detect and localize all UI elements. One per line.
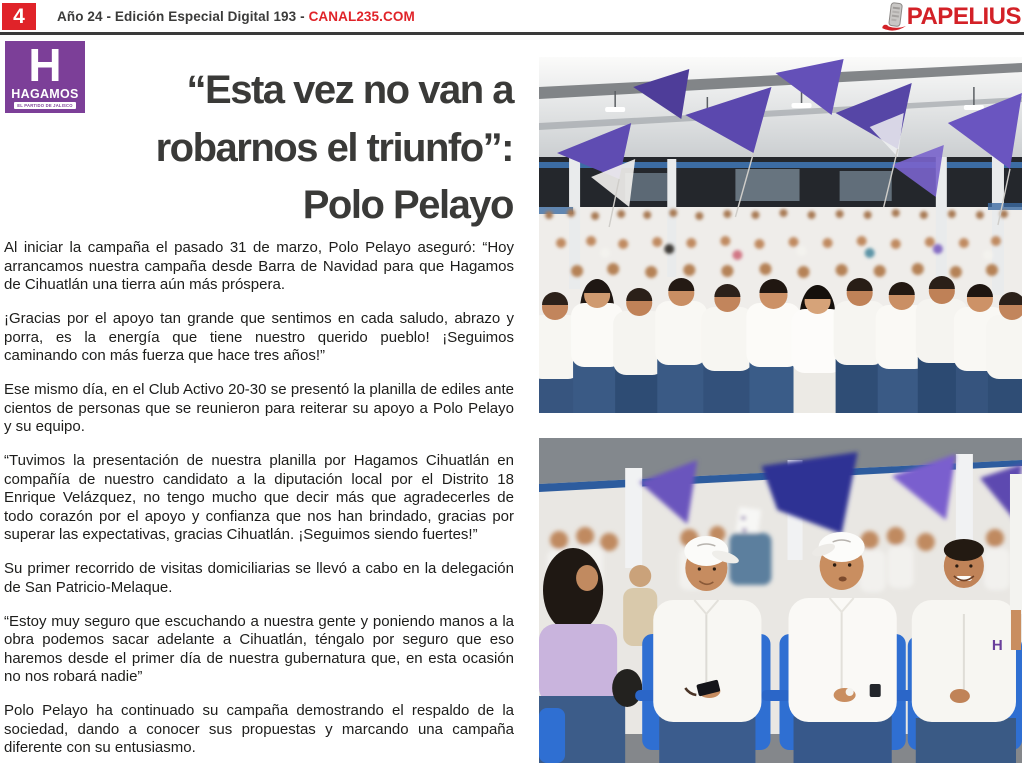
- party-logo-name: HAGAMOS: [11, 87, 79, 101]
- site-link[interactable]: CANAL235.COM: [308, 9, 415, 24]
- header-divider: [0, 32, 1024, 35]
- edition-label: Año 24 - Edición Especial Digital 193 -: [57, 9, 309, 24]
- rolled-newspaper-icon: [881, 2, 907, 32]
- page-number-badge: 4: [2, 3, 36, 30]
- paragraph: Su primer recorrido de visitas domiciliarias se llevó a cabo en la delegación de San Patricio-Melaque.: [4, 560, 514, 596]
- party-logo: [5, 41, 85, 113]
- paragraph: Polo Pelayo ha continuado su campaña demostrando el respaldo de la sociedad, dando a conocer sus propuestas y marcando una campaña diferente con su entusiasmo.: [4, 702, 514, 756]
- headline-line: robarnos el triunfo”:: [155, 125, 513, 170]
- paragraph: “Estoy muy seguro que escuchando a nuestra gente y poniendo manos a la obra podemos sacar adelante a Cihuatlán, téngalo por seguro que eso haremos desde el primer día de nuestra gubernatura que, en esta ocasión no nos robará nadie”: [4, 612, 514, 685]
- headline-line: Polo Pelayo: [302, 183, 513, 227]
- headline: [80, 62, 513, 235]
- brand-name: PAPELIUS: [906, 3, 1021, 30]
- edition-text: [57, 9, 415, 24]
- rally-crowd-photo: [539, 57, 1022, 413]
- paragraph: Ese mismo día, en el Club Activo 20-30 se presentó la planilla de ediles ante cientos de personas que se reunieron para reiterar su apoyo a Polo Pelayo y su equipo.: [4, 381, 514, 435]
- headline-line: “Esta vez no van a: [186, 68, 513, 112]
- shirt-h-logo: H: [991, 637, 1003, 654]
- party-logo-letter: H: [28, 39, 62, 91]
- paragraph: ¡Gracias por el apoyo tan grande que sentimos en cada saludo, abrazo y porra, es la energía que tiene nuestro querido pueblo! ¡Seguimos caminando con más fuerza que hace tres años!”: [4, 310, 514, 364]
- brand-logo: [881, 2, 1021, 32]
- article-body: [4, 239, 514, 763]
- seated-candidates-photo: [539, 438, 1022, 763]
- paragraph: “Tuvimos la presentación de nuestra planilla por Hagamos Cihuatlán en compañía de nuestro candidato a la diputación local por el Distrito 18 Enrique Velázquez, no tengo mucho que decir más que agradecerles de todo corazón por el apoyo y confianza que nos han brindado, gracias por superar las expectativas, gracias Cihuatlán. ¡Seguimos siendo fuertes!”: [4, 452, 514, 543]
- paragraph: Al iniciar la campaña el pasado 31 de marzo, Polo Pelayo aseguró: “Hoy arrancamos nuestra campaña desde Barra de Navidad para que Hagamos de Cihuatlán una tierra aún más próspera.: [4, 239, 514, 293]
- party-logo-tagline: EL PARTIDO DE JALISCO: [14, 102, 75, 109]
